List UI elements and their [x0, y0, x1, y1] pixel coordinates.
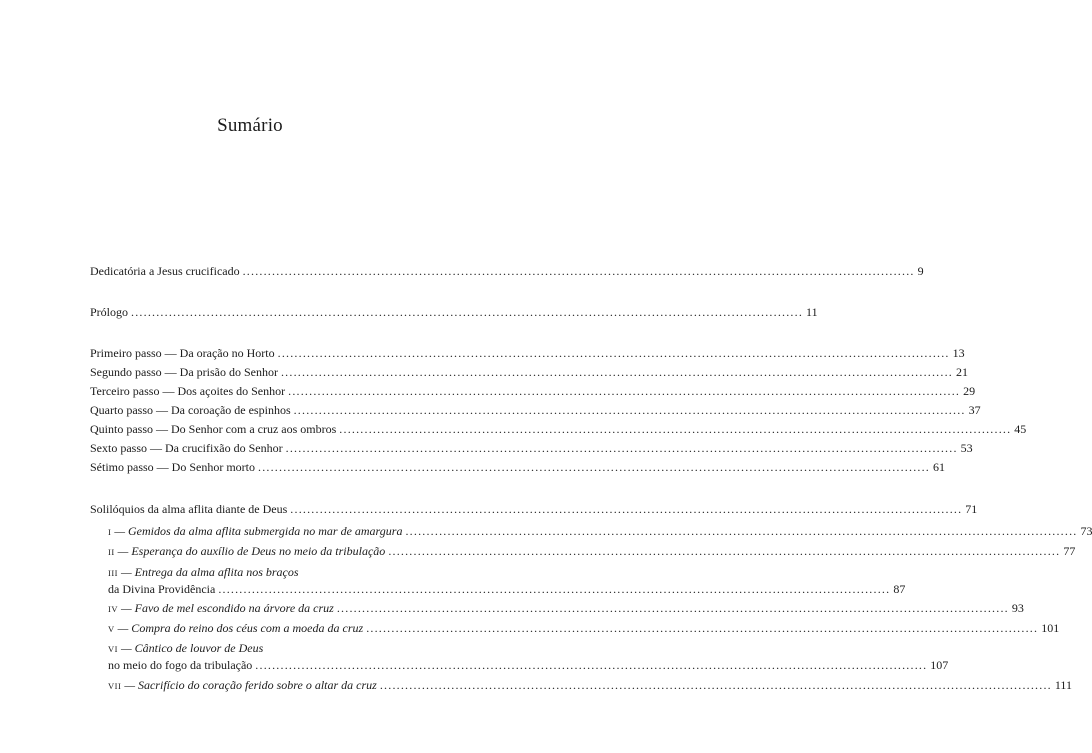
toc-page-number: 101: [1041, 621, 1060, 635]
dot-leader: [281, 362, 953, 382]
toc-entry-segundo-passo[interactable]: [90, 362, 968, 382]
toc-page-number: 87: [893, 582, 906, 596]
toc-entry-setimo-passo[interactable]: [90, 457, 945, 477]
dot-leader: [278, 343, 950, 363]
toc-page-number: 21: [955, 365, 968, 379]
roman-numeral: I: [108, 527, 112, 537]
dot-leader: [339, 419, 1011, 439]
toc-page-number: 53: [960, 441, 973, 455]
roman-numeral: V: [108, 624, 115, 634]
dot-leader: [288, 381, 960, 401]
toc-page-number: 71: [965, 502, 978, 516]
toc-subentry-iv[interactable]: [108, 598, 1024, 618]
toc-page-number: 61: [933, 460, 945, 474]
toc-page-number: 77: [1063, 544, 1076, 558]
toc-entry-prologo[interactable]: [90, 302, 818, 322]
toc-page-number: 9: [917, 264, 924, 278]
roman-numeral: VII: [108, 681, 122, 691]
dot-leader: [290, 499, 962, 519]
dot-leader: [218, 579, 890, 599]
toc-entry-dedicatoria[interactable]: [90, 261, 924, 281]
toc-subentry-vii[interactable]: [108, 675, 1072, 695]
toc-entry-soliloquios[interactable]: [90, 499, 978, 519]
toc-entry-quinto-passo[interactable]: [90, 419, 1027, 439]
toc-entry-title: Solilóquios da alma aflita diante de Deus: [90, 502, 288, 516]
toc-entry-title: — Favo de mel escondido na árvore da cruz: [117, 601, 334, 615]
dot-leader: [255, 655, 927, 675]
toc-entry-title: — Gemidos da alma aflita submergida no mar de amargura: [111, 524, 403, 538]
toc-entry-title-continuation: da Divina Providência: [108, 582, 216, 596]
dot-leader: [243, 261, 915, 281]
toc-entry-title: — Cântico de louvor de Deus: [117, 641, 264, 655]
toc-entry-primeiro-passo[interactable]: [90, 343, 965, 363]
toc-page-number: 73: [1080, 524, 1092, 538]
toc-entry-title: Terceiro passo — Dos açoites do Senhor: [90, 384, 286, 398]
toc-entry-title: Quarto passo — Da coroação de espinhos: [90, 403, 291, 417]
toc-page-number: 93: [1011, 601, 1024, 615]
dot-leader: [258, 457, 930, 477]
toc-entry-title: — Sacrifício do coração ferido sobre o altar da cruz: [121, 678, 377, 692]
toc-entry-sexto-passo[interactable]: [90, 438, 973, 458]
toc-subentry-i[interactable]: [108, 521, 1092, 541]
toc-entry-title: — Entrega da alma aflita nos braços: [118, 565, 299, 579]
toc-entry-title: Dedicatória a Jesus crucificado: [90, 264, 240, 278]
toc-entry-title-continuation: no meio do fogo da tribulação: [108, 658, 253, 672]
toc-page-number: 45: [1014, 422, 1027, 436]
dot-leader: [294, 400, 966, 420]
toc-subentry-ii[interactable]: [108, 541, 1076, 561]
roman-numeral: II: [108, 547, 115, 557]
toc-entry-title: Prólogo: [90, 305, 129, 319]
toc-entry-title: Sexto passo — Da crucifixão do Senhor: [90, 441, 283, 455]
toc-subentry-iii[interactable]: [108, 579, 906, 599]
dot-leader: [388, 541, 1060, 561]
toc-subentry-vi[interactable]: [108, 655, 949, 675]
dot-leader: [380, 675, 1052, 695]
toc-entry-title: — Esperança do auxílio de Deus no meio da tribulação: [114, 544, 386, 558]
dot-leader: [405, 521, 1077, 541]
roman-numeral: VI: [108, 644, 118, 654]
toc-entry-terceiro-passo[interactable]: [90, 381, 976, 401]
page-title: Sumário: [217, 115, 283, 136]
toc-page-number: 107: [930, 658, 949, 672]
toc-entry-title: Quinto passo — Do Senhor com a cruz aos ombros: [90, 422, 337, 436]
toc-entry-title: Primeiro passo — Da oração no Horto: [90, 346, 275, 360]
toc-entry-quarto-passo[interactable]: [90, 400, 981, 420]
toc-page-number: 13: [952, 346, 965, 360]
toc-page-number: 11: [806, 305, 818, 319]
toc-page-number: 37: [968, 403, 981, 417]
toc-entry-title: Segundo passo — Da prisão do Senhor: [90, 365, 278, 379]
dot-leader: [337, 598, 1009, 618]
dot-leader: [286, 438, 958, 458]
toc-entry-title: Sétimo passo — Do Senhor morto: [90, 460, 255, 474]
dot-leader: [366, 618, 1038, 638]
dot-leader: [131, 302, 803, 322]
toc-entry-title: — Compra do reino dos céus com a moeda da cruz: [114, 621, 364, 635]
roman-numeral: III: [108, 568, 118, 578]
toc-page-number: 29: [963, 384, 976, 398]
toc-subentry-v[interactable]: [108, 618, 1060, 638]
toc-page-number: 111: [1054, 678, 1072, 692]
roman-numeral: IV: [108, 604, 118, 614]
